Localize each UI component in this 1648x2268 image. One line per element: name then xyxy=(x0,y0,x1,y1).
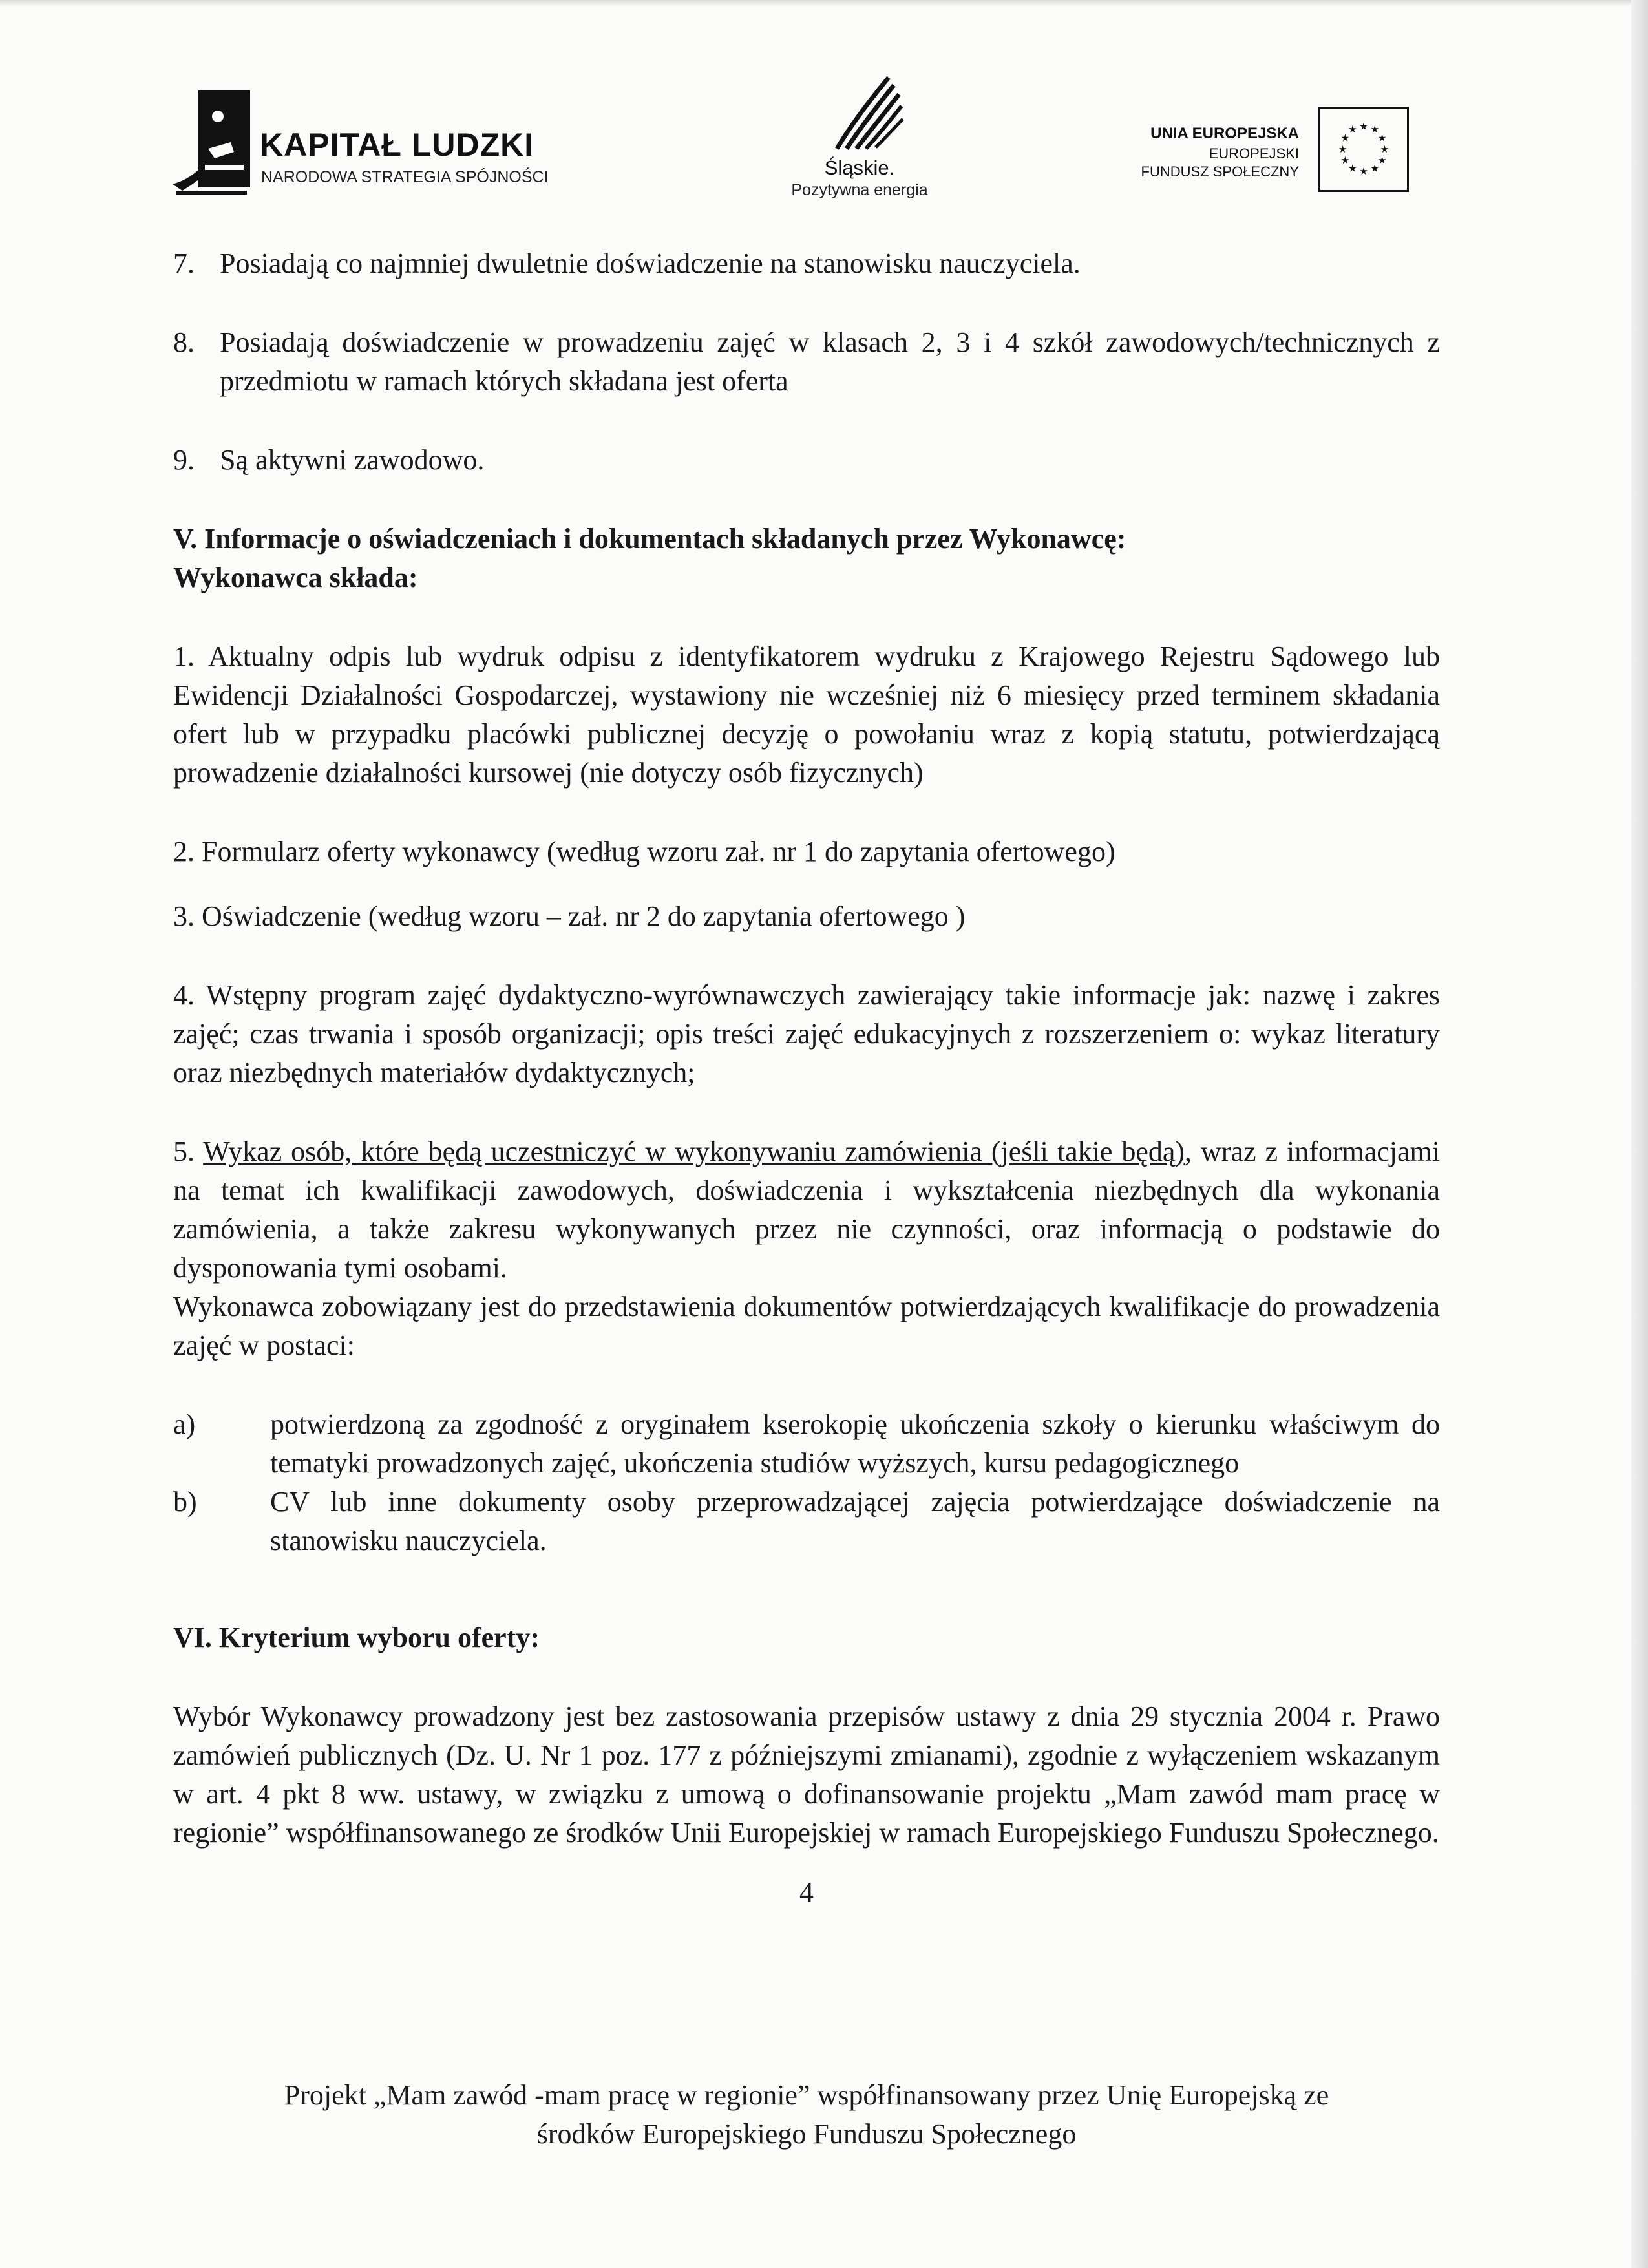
slaskie-name: Śląskie. xyxy=(824,156,895,179)
svg-text:★: ★ xyxy=(1377,154,1387,166)
section-5-heading: V. Informacje o oświadczeniach i dokumentach składanych przez Wykonawcę: xyxy=(173,523,1126,555)
page-number: 4 xyxy=(799,1876,814,1908)
item-text: Posiadają co najmniej dwuletnie doświadczenie na stanowisku nauczyciela. xyxy=(220,248,1081,279)
item-number: 8. xyxy=(173,326,195,358)
kapital-ludzki-logo xyxy=(169,87,549,204)
section-5-subheading: Wykonawca składa: xyxy=(173,562,418,593)
page-footer xyxy=(173,2076,1440,2154)
scan-right-edge xyxy=(1631,0,1648,2268)
document-item-3: 3. Oświadczenie (według wzoru – zał. nr 2 do zapytania ofertowego ) xyxy=(173,900,966,932)
svg-text:★: ★ xyxy=(1340,154,1350,166)
letter-label: a) xyxy=(173,1408,196,1440)
list-item-7 xyxy=(173,244,1440,283)
obligation-text: Wykonawca zobowiązany jest do przedstawienia dokumentów potwierdzających kwalifikacje do prowadzenia zajęć w postaci: xyxy=(173,1291,1440,1361)
item-5-number: 5. xyxy=(173,1136,195,1167)
document-body xyxy=(173,244,1440,1912)
slaskie-tagline: Pozytywna energia xyxy=(791,181,928,199)
kapital-ludzki-emblem-icon xyxy=(169,87,253,197)
svg-text:★: ★ xyxy=(1380,143,1389,155)
svg-text:★: ★ xyxy=(1347,123,1357,136)
svg-text:★: ★ xyxy=(1347,162,1357,175)
letter-item-a xyxy=(173,1405,1440,1483)
svg-text:★: ★ xyxy=(1377,132,1387,144)
document-item-5 xyxy=(173,1132,1440,1288)
section-6-heading: VI. Kryterium wyboru oferty: xyxy=(173,1622,540,1653)
eu-line-3: FUNDUSZ SPOŁECZNY xyxy=(1141,164,1299,180)
item-number: 9. xyxy=(173,444,195,476)
slaskie-mark-icon xyxy=(811,71,908,155)
letter-text: CV lub inne dokumenty osoby przeprowadzającej zajęcia potwierdzające doświadczenie na stanowisku nauczyciela. xyxy=(270,1486,1440,1556)
list-item-8 xyxy=(173,323,1440,401)
item-number: 7. xyxy=(173,248,195,279)
svg-text:★: ★ xyxy=(1370,162,1380,175)
svg-text:★: ★ xyxy=(1340,132,1350,144)
eu-flag-icon xyxy=(1318,107,1409,192)
footer-line-2: środków Europejskiego Funduszu Społecznego xyxy=(536,2118,1077,2150)
eu-line-2: EUROPEJSKI xyxy=(1209,145,1299,162)
letter-label: b) xyxy=(173,1486,197,1518)
list-item-9 xyxy=(173,441,1440,480)
document-item-4: 4. Wstępny program zajęć dydaktyczno-wyrównawczych zawierający takie informacje jak: nazwę i zakres zajęć; czas trwania i sposób organizacji; opis treści zajęć edukacyjnych z rozszerzeniem o: wykaz literatury oraz niezbędnych materiałów dydaktycznych; xyxy=(173,979,1440,1088)
kapital-ludzki-subtitle: NARODOWA STRATEGIA SPÓJNOŚCI xyxy=(261,168,549,186)
letter-text: potwierdzoną za zgodność z oryginałem kserokopię ukończenia szkoły o kierunku właściwym do tematyki prowadzonych zajęć, ukończenia studiów wyższych, kursu pedagogicznego xyxy=(270,1408,1440,1479)
document-item-2: 2. Formularz oferty wykonawcy (według wzoru zał. nr 1 do zapytania ofertowego) xyxy=(173,836,1115,867)
eu-line-1: UNIA EUROPEJSKA xyxy=(1150,125,1299,142)
section-6-body: Wybór Wykonawcy prowadzony jest bez zastosowania przepisów ustawy z dnia 29 stycznia 2004 r. Prawo zamówień publicznych (Dz. U. Nr 1 poz. 177 z późniejszymi zmianami), zgodnie z wyłączeniem wskazanym w art. 4 pkt 8 ww. ustawy, w związku z umową o dofinansowanie projektu „Mam zawód mam pracę w regionie” współfinansowanego ze środków Unii Europejskiej w ramach Europejskiego Funduszu Społecznego. xyxy=(173,1701,1440,1849)
item-text: Posiadają doświadczenie w prowadzeniu zajęć w klasach 2, 3 i 4 szkół zawodowych/technicznych z przedmiotu w ramach których składana jest oferta xyxy=(220,326,1440,397)
svg-text:★: ★ xyxy=(1359,165,1368,178)
item-5-underlined: Wykaz osób, które będą uczestniczyć w wykonywaniu zamówienia (jeśli takie będą) xyxy=(203,1136,1185,1167)
scan-top-edge xyxy=(0,0,1648,6)
svg-text:★: ★ xyxy=(1359,120,1368,132)
letter-item-b xyxy=(173,1483,1440,1560)
item-text: Są aktywni zawodowo. xyxy=(220,444,485,476)
kapital-ludzki-title: KAPITAŁ LUDZKI xyxy=(260,127,534,163)
eu-logo xyxy=(1099,107,1409,197)
svg-text:★: ★ xyxy=(1338,143,1347,155)
document-item-1: 1. Aktualny odpis lub wydruk odpisu z identyfikatorem wydruku z Krajowego Rejestru Sądowego lub Ewidencji Działalności Gospodarczej, wystawiony nie wcześniej niż 6 miesięcy przed terminem składania ofert lub w przypadku placówki publicznej decyzję o powołaniu wraz z kopią statutu, potwierdzającą prowadzenie działalności kursowej (nie dotyczy osób fizycznych) xyxy=(173,641,1440,789)
slaskie-logo xyxy=(750,71,969,200)
item-5-rest: , wraz z informacjami na temat ich kwalifikacji zawodowych, doświadczenia i wykształcenia niezbędnych dla wykonania zamówienia, a także zakresu wykonywanych przez nie czynności, oraz informacją o podstawie do dysponowania tymi osobami. xyxy=(173,1136,1440,1284)
svg-text:★: ★ xyxy=(1370,123,1380,136)
footer-line-1: Projekt „Mam zawód -mam pracę w regionie” współfinansowany przez Unię Europejską ze xyxy=(284,2079,1329,2111)
